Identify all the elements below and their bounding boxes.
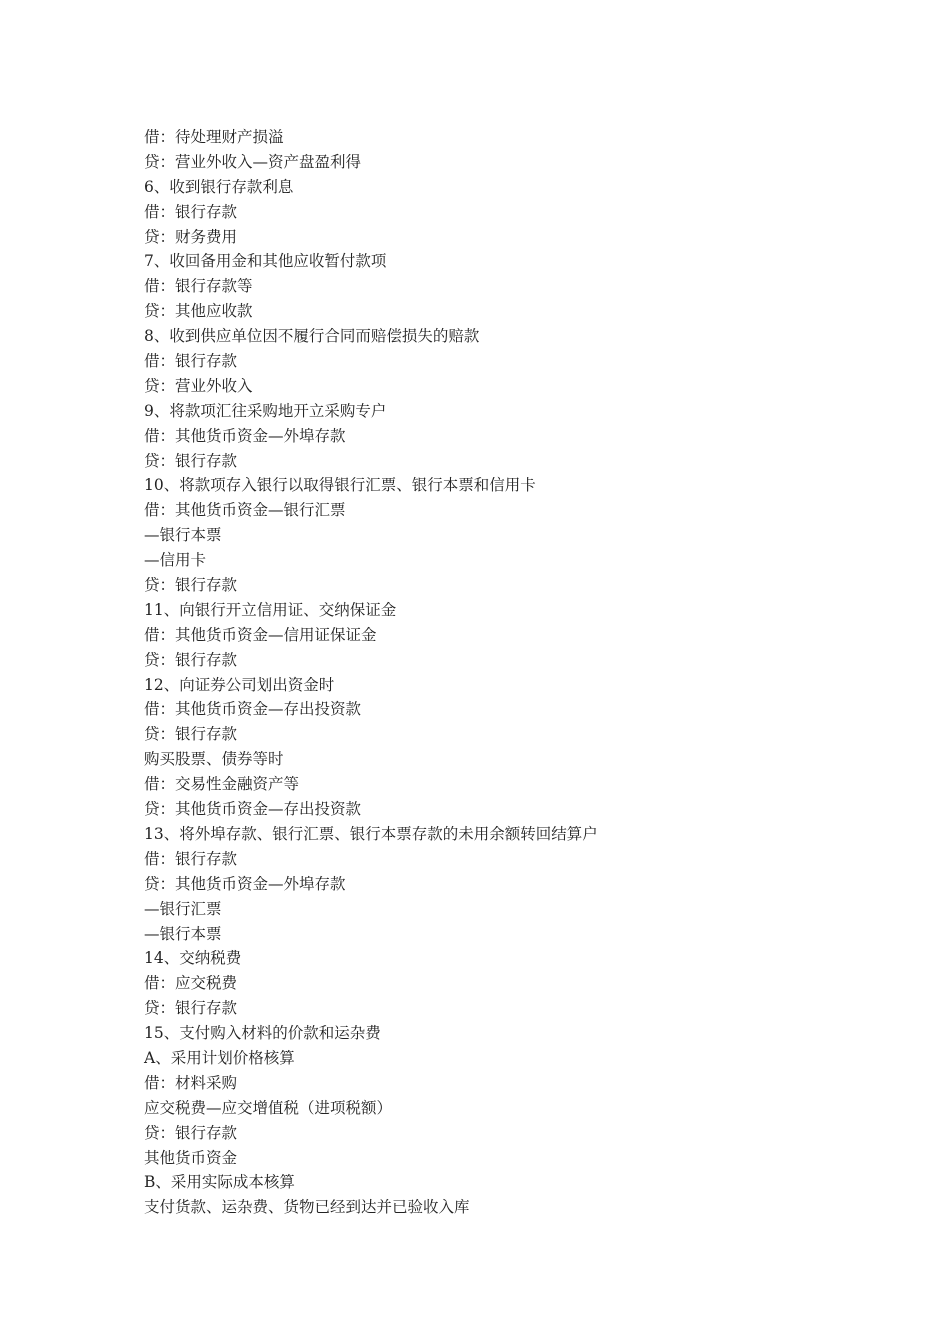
text-line: 支付货款、运杂费、货物已经到达并已验收入库: [144, 1198, 470, 1217]
text-line: 8、收到供应单位因不履行合同而赔偿损失的赔款: [144, 327, 480, 346]
text-line: 借：其他货币资金—银行汇票: [144, 501, 346, 520]
text-line: 6、收到银行存款利息: [144, 177, 294, 196]
text-line: 借：其他货币资金—信用证保证金: [144, 625, 377, 644]
text-line: 13、将外埠存款、银行汇票、银行本票存款的未用余额转回结算户: [144, 824, 598, 843]
text-line: 贷：营业外收入: [144, 376, 253, 395]
text-line: 15、支付购入材料的价款和运杂费: [144, 1024, 381, 1043]
text-line: 贷：其他货币资金—外埠存款: [144, 874, 346, 893]
text-line: 10、将款项存入银行以取得银行汇票、银行本票和信用卡: [144, 476, 536, 495]
text-line: 贷：营业外收入—资产盘盈利得: [144, 152, 362, 171]
text-line: —银行本票: [144, 924, 222, 943]
text-line: 贷：其他货币资金—存出投资款: [144, 800, 362, 819]
text-line: 9、将款项汇往采购地开立采购专户: [144, 401, 387, 420]
text-line: 贷：其他应收款: [144, 302, 253, 321]
text-line: 借：其他货币资金—外埠存款: [144, 426, 346, 445]
text-line: 借：银行存款: [144, 352, 238, 371]
text-line: 12、向证券公司划出资金时: [144, 675, 335, 694]
text-line: 借：交易性金融资产等: [144, 775, 300, 794]
text-line: 借：应交税费: [144, 974, 238, 993]
text-line: 借：银行存款: [144, 849, 238, 868]
text-line: 借：银行存款等: [144, 277, 253, 296]
text-line: 借：材料采购: [144, 1073, 238, 1092]
text-line: 借：银行存款: [144, 202, 238, 221]
text-line: 贷：银行存款: [144, 576, 238, 595]
text-line: 贷：银行存款: [144, 999, 238, 1018]
text-line: 11、向银行开立信用证、交纳保证金: [144, 600, 397, 619]
text-line: B、采用实际成本核算: [144, 1173, 295, 1192]
text-line: 应交税费—应交增值税（进项税额）: [144, 1098, 393, 1117]
text-line: —信用卡: [144, 551, 207, 570]
text-line: 7、收回备用金和其他应收暂付款项: [144, 252, 387, 271]
text-line: A、采用计划价格核算: [144, 1048, 295, 1067]
text-line: 借：待处理财产损溢: [144, 128, 284, 146]
document-body: [144, 125, 844, 1220]
text-line: —银行本票: [144, 526, 222, 545]
text-line: 借：其他货币资金—存出投资款: [144, 700, 362, 719]
text-line: 贷：财务费用: [144, 227, 238, 246]
text-line: 其他货币资金: [144, 1148, 238, 1167]
text-line: 贷：银行存款: [144, 451, 238, 470]
text-line: 贷：银行存款: [144, 1123, 238, 1142]
text-line: —银行汇票: [144, 899, 222, 918]
text-line: 购买股票、债券等时: [144, 750, 284, 769]
text-line: 贷：银行存款: [144, 650, 238, 669]
text-line: 14、交纳税费: [144, 949, 242, 968]
text-line: 贷：银行存款: [144, 725, 238, 744]
